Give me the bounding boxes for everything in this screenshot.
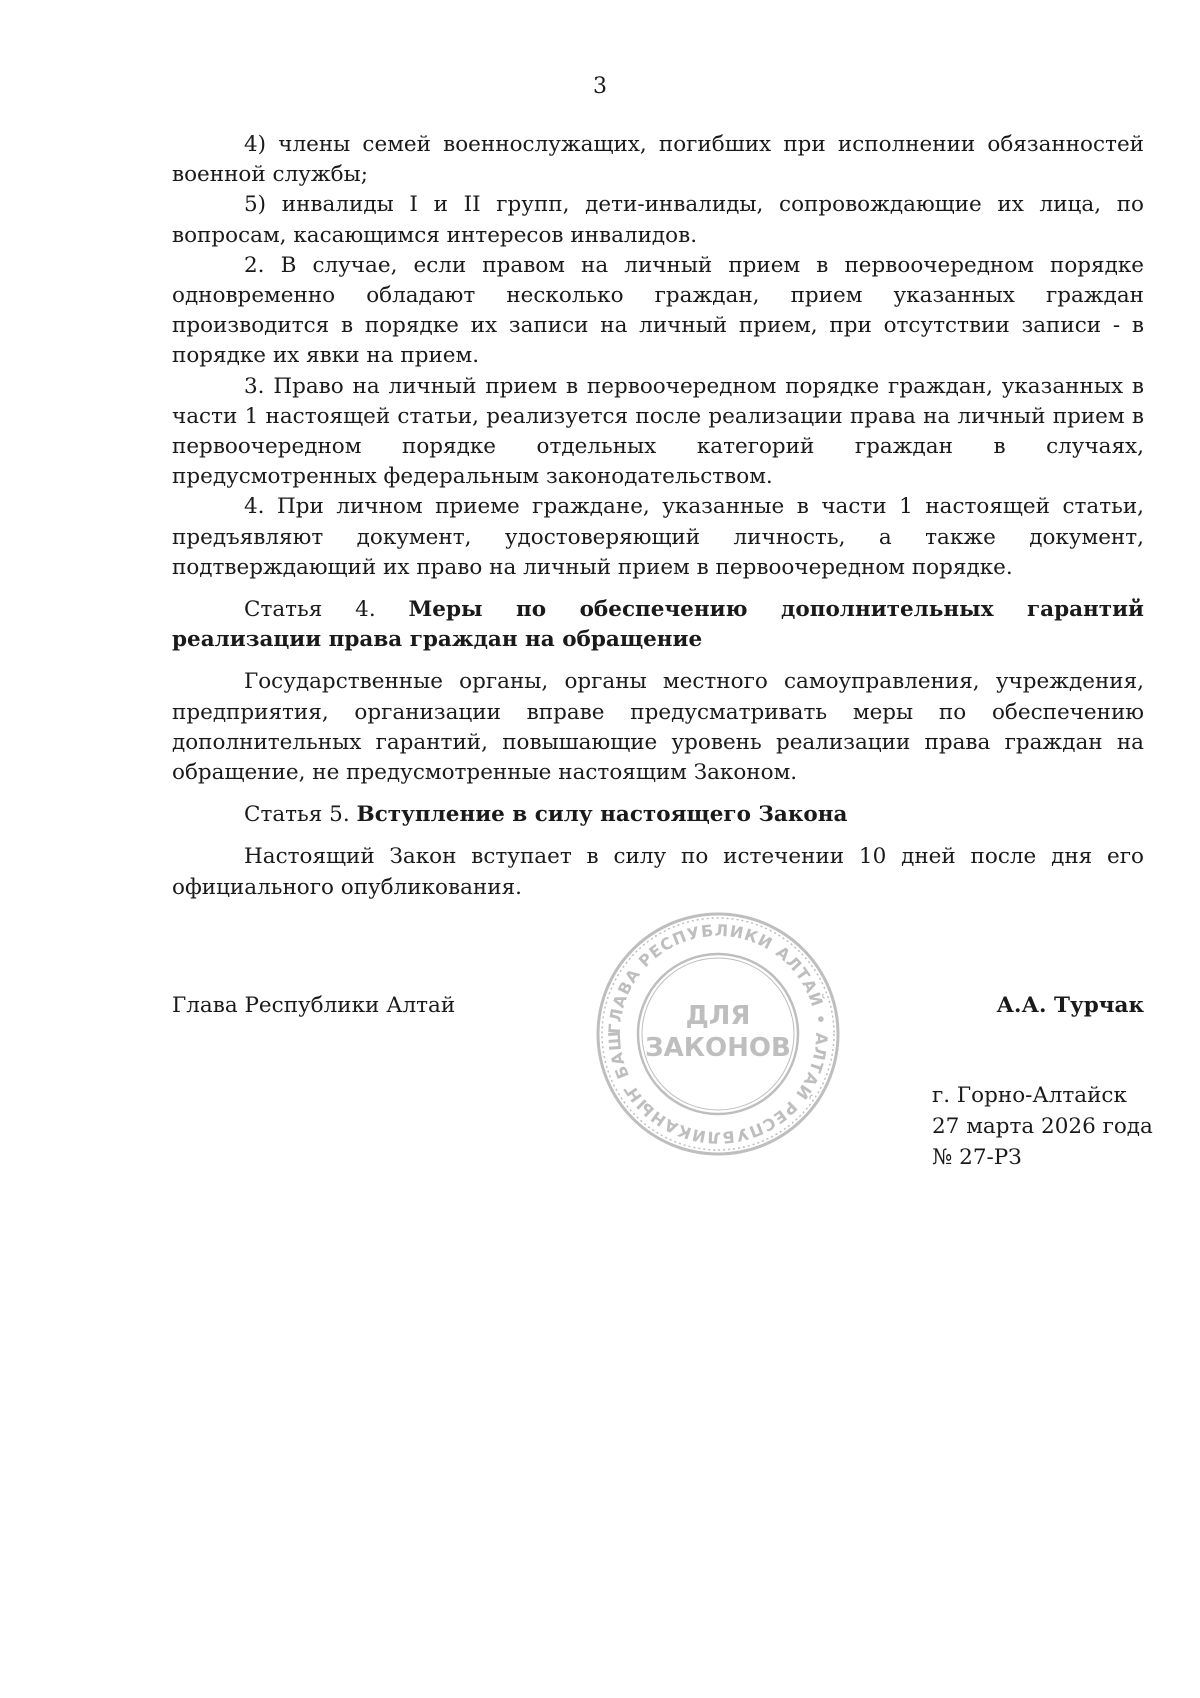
issuance-details: [932, 1080, 1153, 1173]
article-5-title: Вступление в силу настоящего Закона: [356, 802, 848, 828]
page-number: 3: [593, 74, 607, 99]
paragraph-part-3: 3. Право на личный прием в первоочередном порядке граждан, указанных в части 1 настоящей статьи, реализуется после реализации права на личный прием в первоочередном порядке отдельных категорий граждан в случаях, предусмотренных федеральным законодательством.: [172, 373, 1144, 490]
article-5-heading: [172, 800, 1144, 830]
document-body: [172, 130, 1144, 903]
issuance-number: № 27-РЗ: [932, 1145, 1022, 1170]
paragraph-part-2: 2. В случае, если правом на личный прием в первоочередном порядке одновременно обладают несколько граждан, прием указанных граждан производится в порядке их записи на личный прием, при отсутствии записи - в порядке их явки на прием.: [172, 252, 1144, 369]
official-seal: [594, 910, 842, 1158]
seal-center-line2: ЗАКОНОВ: [645, 1033, 791, 1063]
signer-name: А.А. Турчак: [996, 993, 1144, 1018]
signer-title: Глава Республики Алтай: [172, 993, 456, 1018]
issuance-place: г. Горно-Алтайск: [932, 1083, 1127, 1108]
paragraph-item-5: 5) инвалиды I и II групп, дети-инвалиды, сопровождающие их лица, по вопросам, касающимся интересов инвалидов.: [172, 192, 1144, 248]
seal-outer-text: ГЛАВА РЕСПУБЛИКИ АЛТАЙ • АЛТАЙ РЕСПУБЛИКАНЫҤ БАШ: [604, 920, 832, 1148]
paragraph-item-4: 4) члены семей военнослужащих, погибших при исполнении обязанностей военной службы;: [172, 132, 1144, 188]
article-4-title: Меры по обеспечению дополнительных гарантий реализации права граждан на обращение: [172, 597, 1144, 653]
article-5-body: Настоящий Закон вступает в силу по истечении 10 дней после дня его официального опубликования.: [172, 844, 1144, 900]
seal-stamp-icon: [594, 910, 842, 1158]
paragraph-part-4: 4. При личном приеме граждане, указанные в части 1 настоящей статьи, предъявляют документ, удостоверяющий личность, а также документ, подтверждающий их право на личный прием в первоочередном порядке.: [172, 494, 1144, 580]
seal-center-line1: ДЛЯ: [685, 1001, 751, 1031]
article-5-prefix: Статья 5.: [244, 802, 350, 828]
article-4-prefix: Статья 4.: [244, 597, 376, 623]
article-4-heading: [172, 595, 1144, 655]
issuance-date: 27 марта 2026 года: [932, 1114, 1153, 1139]
article-4-body: Государственные органы, органы местного самоуправления, учреждения, предприятия, организации вправе предусматривать меры по обеспечению дополнительных гарантий, повышающие уровень реализации права граждан на обращение, не предусмотренные настоящим Законом.: [172, 669, 1144, 786]
